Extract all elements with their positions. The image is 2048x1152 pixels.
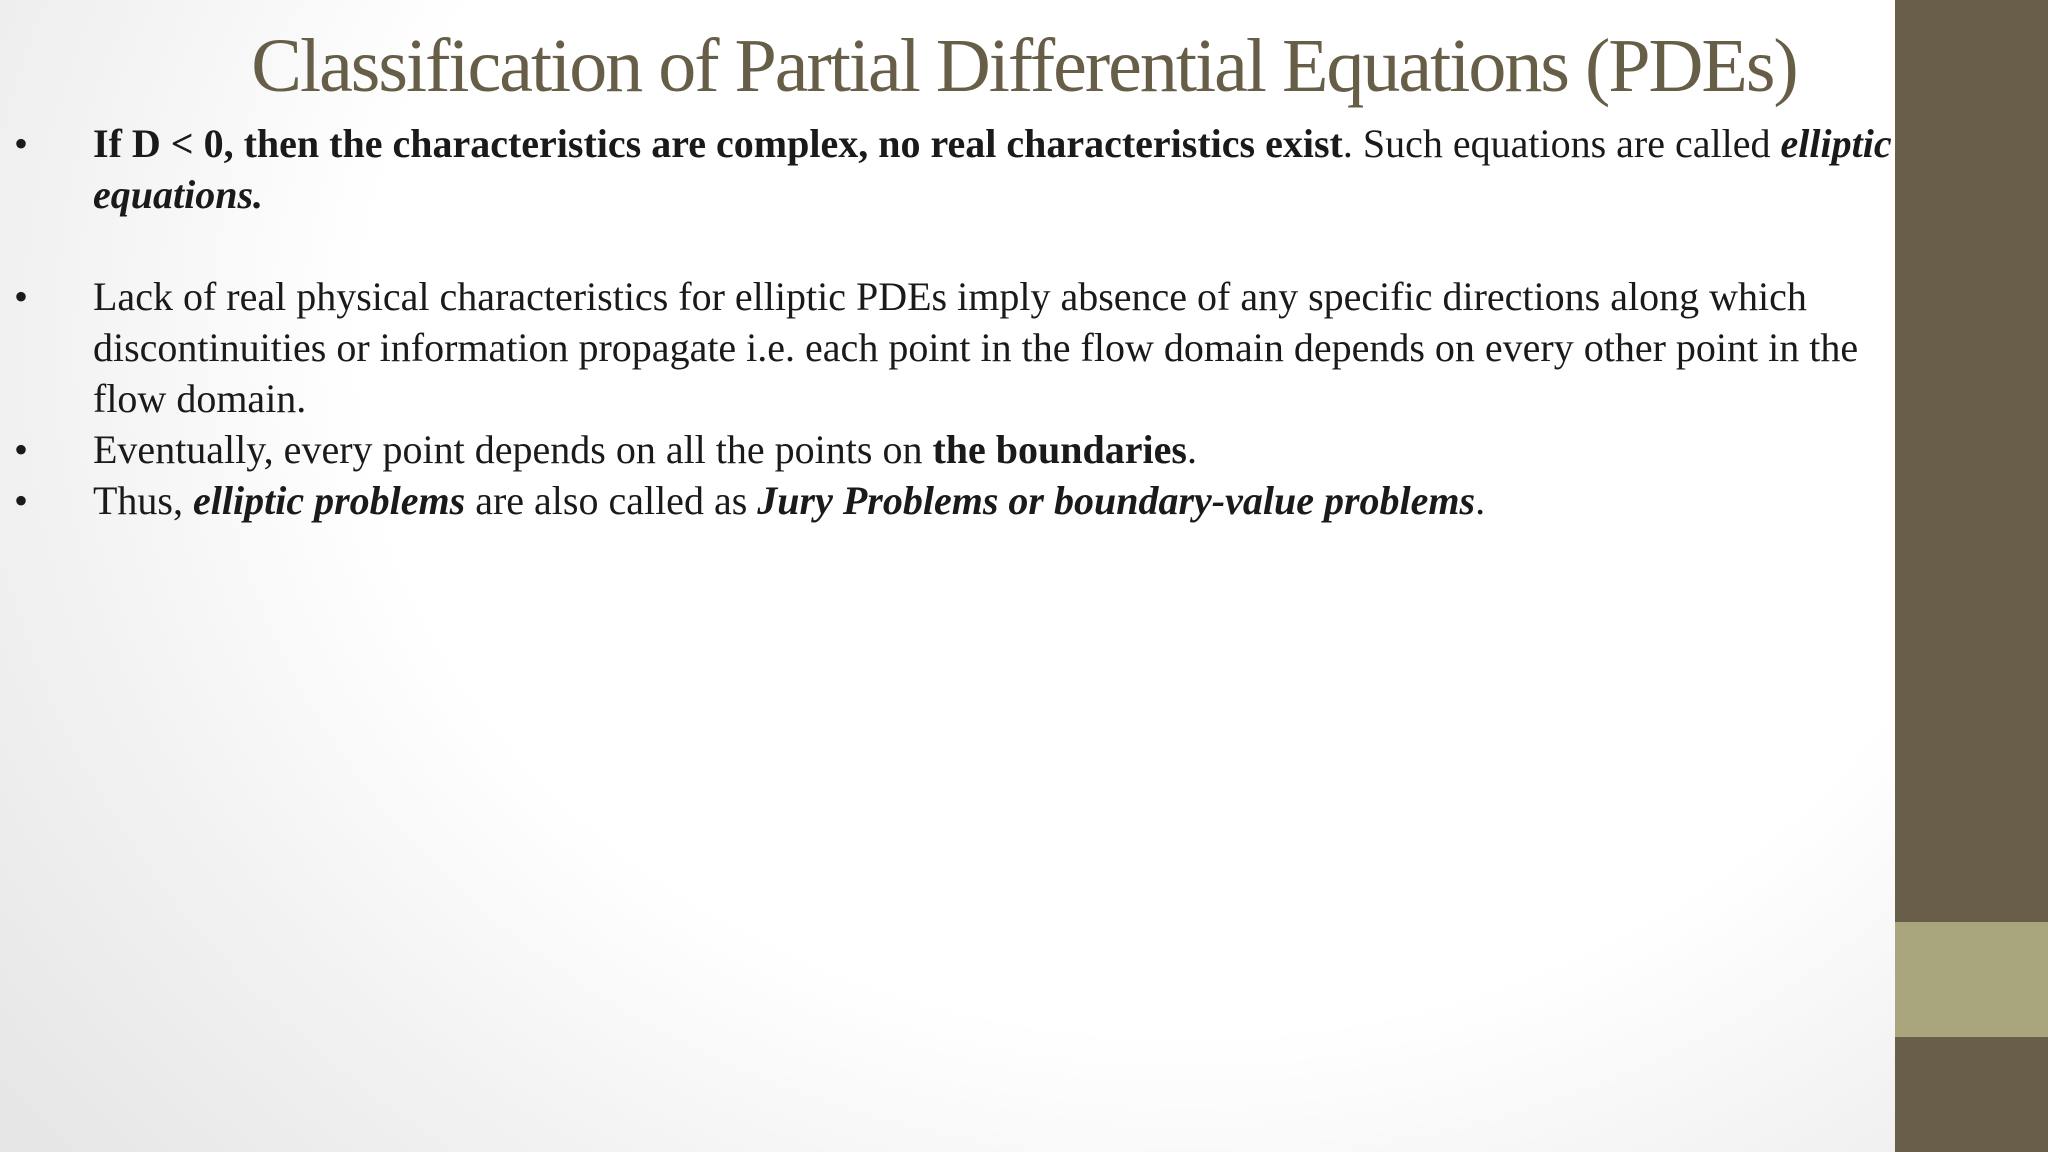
bullet-4-emphasis-2: Jury Problems or boundary-value problems xyxy=(757,478,1476,523)
bullet-4-emphasis-1: elliptic problems xyxy=(193,478,466,523)
bullet-marker: • xyxy=(14,121,29,166)
bullet-item-4 xyxy=(0,475,1893,526)
sidebar-accent-block xyxy=(1895,922,2048,1037)
bullet-list xyxy=(0,118,1895,526)
bullet-1-emphasis: elliptic equations. xyxy=(93,121,1892,217)
bullet-item-3 xyxy=(0,424,1893,475)
bullet-3-text: Eventually, every point depends on all the points on xyxy=(93,427,933,472)
bullet-marker: • xyxy=(14,274,29,319)
slide-title: Classification of Partial Differential Equations (PDEs) xyxy=(251,24,1797,108)
bullet-marker: • xyxy=(14,427,29,472)
bullet-1-text: . Such equations are called xyxy=(1342,121,1781,166)
bullet-4-end: . xyxy=(1475,478,1486,523)
bullet-item-1 xyxy=(0,118,1893,220)
bullet-3-end: . xyxy=(1186,427,1197,472)
bullet-3-bold-text: the boundaries xyxy=(932,427,1187,472)
bullet-2-text: Lack of real physical characteristics for elliptic PDEs imply absence of any specific directions along which discontinuities or information propagate i.e. each point in the flow domain depends on every other point in the flow domain. xyxy=(93,274,1859,421)
bullet-4-text-start: Thus, xyxy=(93,478,193,523)
bullet-item-2 xyxy=(0,271,1893,424)
bullet-1-bold-text: If D < 0, then the characteristics are complex, no real characteristics exist xyxy=(93,121,1343,166)
bullet-4-text-mid: are also called as xyxy=(465,478,758,523)
bullet-marker: • xyxy=(14,478,29,523)
